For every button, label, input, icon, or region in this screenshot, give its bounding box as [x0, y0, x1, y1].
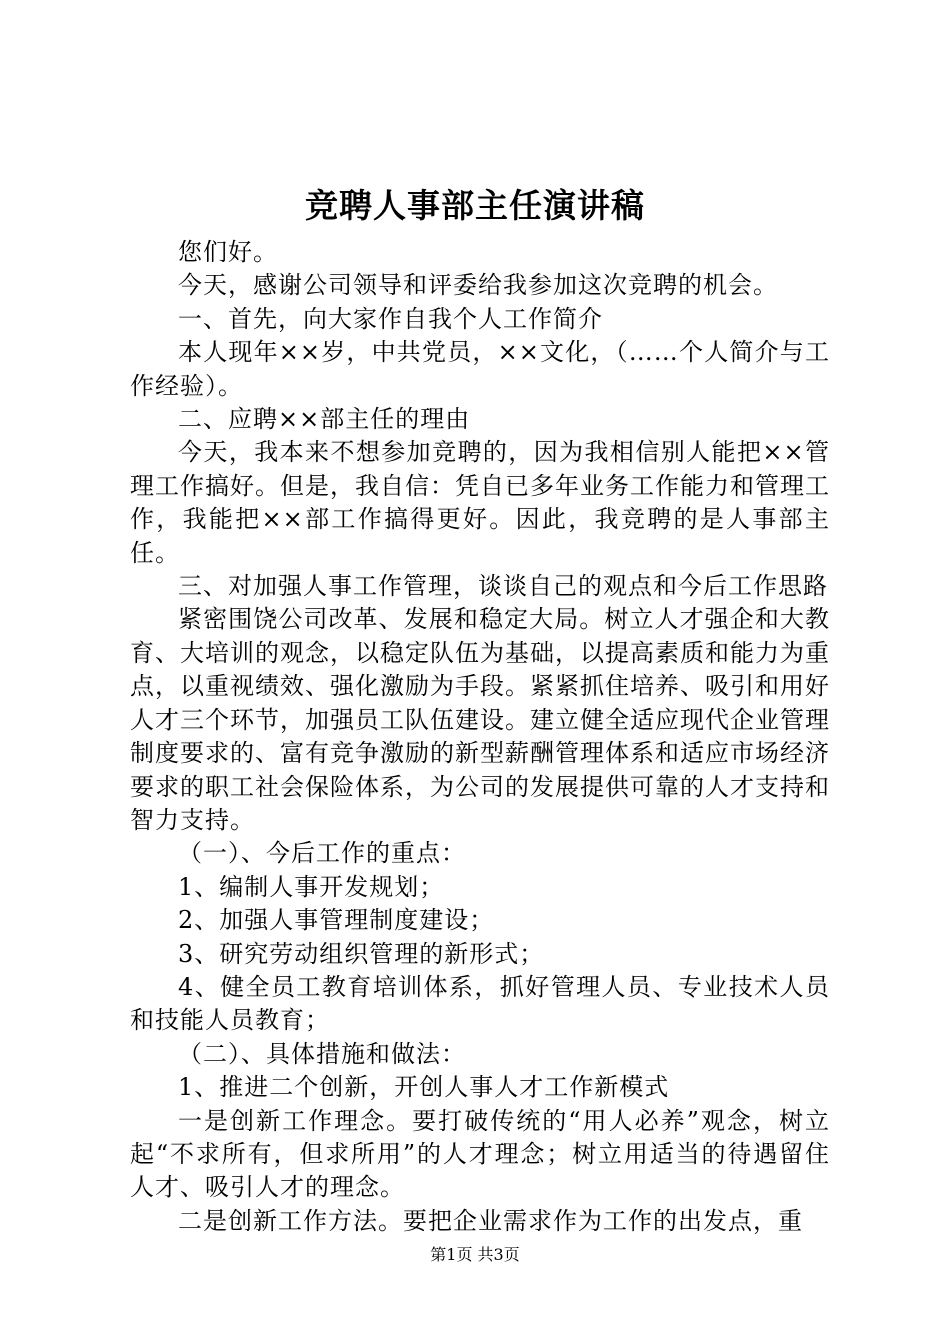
paragraph: 今天，我本来不想参加竞聘的，因为我相信别人能把××管理工作搞好。但是，我自信：凭自已多年业务工作能力和管理工作，我能把××部工作搞得更好。因此，我竞聘的是人事部主任。 — [130, 438, 830, 567]
paragraph: 本人现年××岁，中共党员，××文化，（……个人简介与工作经验）。 — [130, 338, 830, 400]
list-item: 4、健全员工教育培训体系，抓好管理人员、专业技术人员和技能人员教育； — [130, 972, 830, 1035]
paragraph: 紧密围饶公司改革、发展和稳定大局。树立人才强企和大教育、大培训的观念，以稳定队伍为基础，以提高素质和能力为重点，以重视绩效、强化激励为手段。紧紧抓住培养、吸引和用好人才三个环节，加强员工队伍建设。建立健全适应现代企业管理制度要求的、富有竞争激励的新型薪酬管理体系和适应市场经济要求的职工社会保险体系，为公司的发展提供可靠的人才支持和智力支持。 — [130, 605, 830, 834]
subsection-heading: （二）、具体措施和做法： — [178, 1039, 466, 1068]
list-item: 1、编制人事开发规划； — [178, 872, 445, 901]
paragraph: 一是创新工作理念。要打破传统的“用人必养”观念，树立起“不求所有，但求所用”的人才理念；树立用适当的待遇留住人才、吸引人才的理念。 — [130, 1106, 830, 1202]
paragraph: 您们好。 — [178, 238, 278, 266]
paragraph: 二是创新工作方法。要把企业需求作为工作的出发点，重 — [178, 1206, 803, 1235]
list-item: 3、研究劳动组织管理的新形式； — [178, 939, 545, 968]
page-footer: 第1页 共3页 — [430, 1245, 520, 1264]
section-heading: 一、首先，向大家作自我个人工作简介 — [178, 304, 603, 333]
list-item: 2、加强人事管理制度建设； — [178, 906, 495, 935]
section-heading: 三、对加强人事工作管理，谈谈自己的观点和今后工作思路 — [178, 572, 828, 601]
list-item: 1、推进二个创新，开创人事人才工作新模式 — [178, 1073, 670, 1102]
section-heading: 二、应聘××部主任的理由 — [178, 405, 471, 434]
document-title: 竞聘人事部主任演讲稿 — [305, 186, 645, 225]
document-body — [130, 236, 830, 1238]
subsection-heading: （一）、今后工作的重点： — [178, 839, 466, 868]
paragraph: 今天，感谢公司领导和评委给我参加这次竞聘的机会。 — [178, 271, 778, 300]
